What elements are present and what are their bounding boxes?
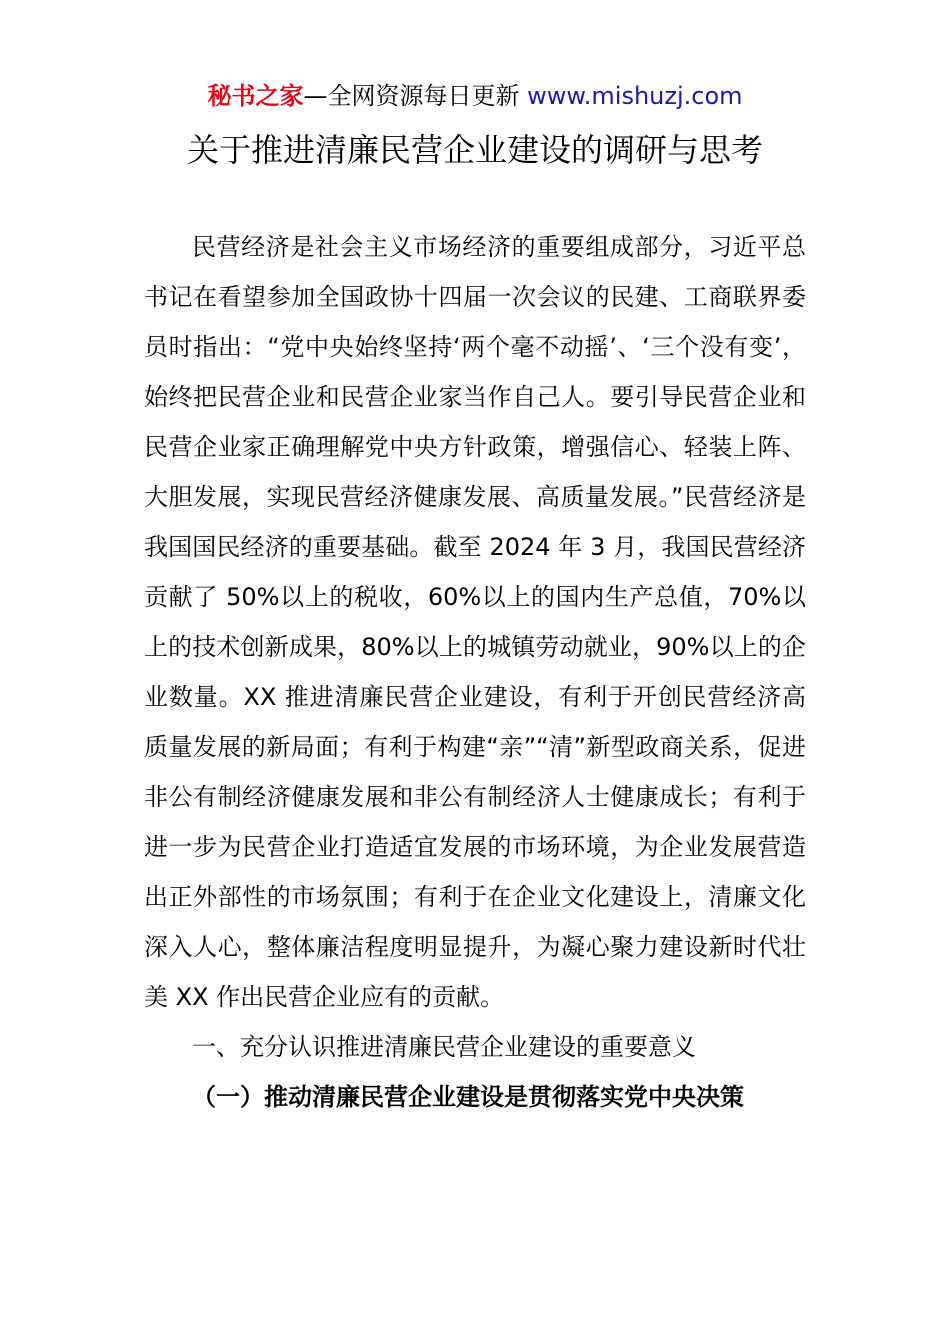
site-header (0, 80, 950, 112)
subsection-heading: （一）推动清廉民营企业建设是贯彻落实党中央决策 (192, 1083, 744, 1111)
body-paragraph: 民营经济是社会主义市场经济的重要组成部分，习近平总书记在看望参加全国政协十四届一次会议的民建、工商联界委员时指出：“党中央始终坚持‘两个毫不动摇’、‘三个没有变’，始终把民营企业和民营企业家当作自己人。要引导民营企业和民营企业家正确理解党中央方针政策，增强信心、轻装上阵、大胆发展，实现民营经济健康发展、高质量发展。”民营经济是我国国民经济的重要基础。截至 2024 年 3 月，我国民营经济贡献了 50%以上的税收，60%以上的国内生产总值，70%以上的技术创新成果，80%以上的城镇劳动就业，90%以上的企业数量。XX 推进清廉民营企业建设，有利于开创民营经济高质量发展的新局面；有利于构建“亲”“清”新型政商关系，促进非公有制经济健康发展和非公有制经济人士健康成长；有利于进一步为民营企业打造适宜发展的市场环境，为企业发展营造出正外部性的市场氛围；有利于在企业文化建设上，清廉文化深入人心，整体廉洁程度明显提升，为凝心聚力建设新时代壮美 XX 作出民营企业应有的贡献。 (144, 233, 806, 1011)
section-heading: 一、充分认识推进清廉民营企业建设的重要意义 (192, 1033, 696, 1061)
site-url-link[interactable]: www.mishuzj.com (527, 82, 743, 110)
document-body (144, 222, 806, 1122)
site-brand: 秘书之家 (207, 82, 304, 110)
document-title: 关于推进清廉民营企业建设的调研与思考 (186, 131, 763, 169)
site-tagline: —全网资源每日更新 (303, 82, 520, 110)
